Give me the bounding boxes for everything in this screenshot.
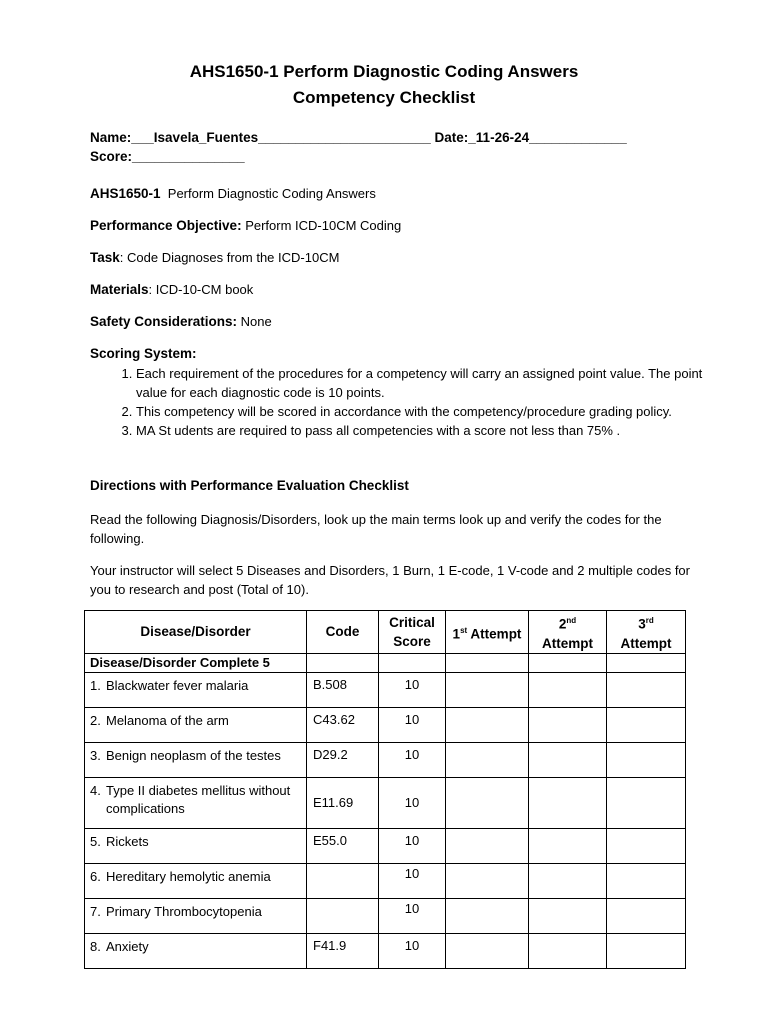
task-value: : Code Diagnoses from the ICD-10CM (119, 250, 340, 265)
directions-paragraph-1: Read the following Diagnosis/Disorders, look up the main terms look up and verify the codes for the following. (90, 512, 662, 546)
second-attempt-cell (529, 777, 607, 828)
second-attempt-num: 2 (558, 616, 567, 632)
critical-score-cell: 10 (379, 898, 446, 933)
disease-name: Melanoma of the arm (106, 712, 229, 728)
disease-cell (85, 933, 307, 968)
first-attempt-num: 1 (452, 626, 461, 641)
third-attempt-cell (607, 863, 686, 898)
first-attempt-cell (446, 933, 529, 968)
empty-cell (607, 653, 686, 672)
disease-cell (85, 863, 307, 898)
disease-cell (85, 898, 307, 933)
header-first-attempt (446, 611, 529, 654)
third-attempt-num: 3 (638, 616, 646, 632)
code-cell: F41.9 (307, 933, 379, 968)
objective-line (90, 218, 401, 233)
table-row (85, 672, 686, 707)
row-number: 8. (90, 938, 101, 954)
critical-score-cell: 10 (379, 863, 446, 898)
name-date-text: Name:___Isavela_Fuentes_______________________ Date:_11-26-24_____________ (90, 130, 627, 145)
course-code: AHS1650-1 (90, 186, 161, 201)
row-number: 6. (90, 868, 101, 884)
second-attempt-cell (529, 933, 607, 968)
first-attempt-sup: st (460, 625, 468, 635)
header-critical-score (379, 611, 446, 654)
header-critical-text: Critical Score (389, 614, 435, 649)
empty-cell (446, 653, 529, 672)
materials-label: Materials (90, 282, 149, 297)
table-row (85, 898, 686, 933)
row-number: 2. (90, 712, 101, 728)
header-code: Code (307, 611, 379, 654)
second-attempt-sup: nd (566, 616, 577, 625)
second-attempt-cell (529, 863, 607, 898)
first-attempt-cell (446, 777, 529, 828)
scoring-item: 1. Each requirement of the procedures for a competency will carry an assigned point value. The point value for each diagnostic code is 10 points. (136, 364, 736, 402)
disease-cell (85, 742, 307, 777)
header-third-attempt (607, 611, 686, 654)
empty-cell (379, 653, 446, 672)
critical-score-cell: 10 (379, 672, 446, 707)
table-row (85, 742, 686, 777)
code-cell (307, 898, 379, 933)
code-cell: D29.2 (307, 742, 379, 777)
critical-score-cell: 10 (379, 933, 446, 968)
disease-name: Hereditary hemolytic anemia (106, 868, 271, 884)
first-attempt-cell (446, 707, 529, 742)
disease-name: Type II diabetes mellitus without complications (106, 782, 291, 816)
first-attempt-cell (446, 672, 529, 707)
code-cell (307, 863, 379, 898)
row-number: 5. (90, 833, 101, 849)
materials-line (90, 282, 253, 297)
second-attempt-cell (529, 828, 607, 863)
objective-label: Performance Objective: (90, 218, 242, 233)
directions-heading-line (90, 478, 409, 493)
document-title-line1: AHS1650-1 Perform Diagnostic Coding Answers (189, 62, 579, 81)
section-label: Disease/Disorder Complete 5 (85, 653, 307, 672)
safety-line (90, 314, 272, 329)
third-attempt-cell (607, 707, 686, 742)
disease-name: Benign neoplasm of the testes (106, 747, 281, 763)
third-attempt-cell (607, 672, 686, 707)
code-cell: E11.69 (307, 777, 379, 828)
directions-paragraph-2: Your instructor will select 5 Diseases and Disorders, 1 Burn, 1 E-code, 1 V-code and 2 multiple codes for you to research and post (Total of 10). (90, 563, 690, 597)
third-attempt-word: Attempt (620, 635, 672, 651)
section-row (85, 653, 686, 672)
scoring-item: 3. MA St udents are required to pass all competencies with a score not less than 75% . (136, 421, 736, 440)
disease-cell (85, 777, 307, 828)
table-header-row (85, 611, 686, 654)
critical-score-cell: 10 (379, 828, 446, 863)
disease-name: Primary Thrombocytopenia (106, 903, 262, 919)
second-attempt-cell (529, 898, 607, 933)
first-attempt-cell (446, 898, 529, 933)
disease-cell (85, 672, 307, 707)
scoring-list (90, 364, 736, 440)
safety-value: None (240, 314, 272, 329)
safety-label: Safety Considerations: (90, 314, 238, 329)
first-attempt-cell (446, 742, 529, 777)
evaluation-table (84, 610, 686, 969)
empty-cell (529, 653, 607, 672)
score-text: Score:_______________ (90, 149, 245, 164)
row-number: 7. (90, 903, 101, 919)
table-row (85, 777, 686, 828)
second-attempt-cell (529, 672, 607, 707)
first-attempt-cell (446, 828, 529, 863)
third-attempt-cell (607, 828, 686, 863)
directions-heading: Directions with Performance Evaluation Checklist (90, 478, 409, 493)
task-label: Task (90, 250, 120, 265)
disease-name: Blackwater fever malaria (106, 677, 249, 693)
code-cell: E55.0 (307, 828, 379, 863)
third-attempt-cell (607, 933, 686, 968)
objective-value: Perform ICD-10CM Coding (245, 218, 402, 233)
course-line (90, 186, 376, 201)
header-second-attempt (529, 611, 607, 654)
header-disease: Disease/Disorder (85, 611, 307, 654)
critical-score-cell: 10 (379, 707, 446, 742)
third-attempt-cell (607, 777, 686, 828)
table-row (85, 707, 686, 742)
third-attempt-sup: rd (645, 616, 654, 625)
row-number: 1. (90, 677, 101, 693)
second-attempt-cell (529, 707, 607, 742)
scoring-label-line (90, 346, 197, 361)
table-row (85, 828, 686, 863)
table-row (85, 863, 686, 898)
scoring-label: Scoring System: (90, 346, 197, 361)
scoring-item: 2. This competency will be scored in accordance with the competency/procedure grading policy. (136, 402, 736, 421)
empty-cell (307, 653, 379, 672)
score-line (90, 149, 245, 164)
third-attempt-cell (607, 742, 686, 777)
disease-name: Rickets (106, 833, 149, 849)
third-attempt-cell (607, 898, 686, 933)
disease-cell (85, 828, 307, 863)
row-number: 4. (90, 782, 101, 798)
materials-value: : ICD-10-CM book (148, 282, 254, 297)
disease-name: Anxiety (106, 938, 149, 954)
disease-cell (85, 707, 307, 742)
second-attempt-cell (529, 742, 607, 777)
course-title: Perform Diagnostic Coding Answers (167, 186, 376, 201)
code-cell: C43.62 (307, 707, 379, 742)
critical-score-cell: 10 (379, 777, 446, 828)
table-row (85, 933, 686, 968)
first-attempt-cell (446, 863, 529, 898)
second-attempt-word: Attempt (542, 635, 593, 651)
name-date-line (90, 130, 627, 145)
code-cell: B.508 (307, 672, 379, 707)
row-number: 3. (90, 747, 101, 763)
task-line (90, 250, 339, 265)
first-attempt-word: Attempt (467, 626, 522, 641)
critical-score-cell: 10 (379, 742, 446, 777)
document-title-line2: Competency Checklist (292, 88, 476, 107)
